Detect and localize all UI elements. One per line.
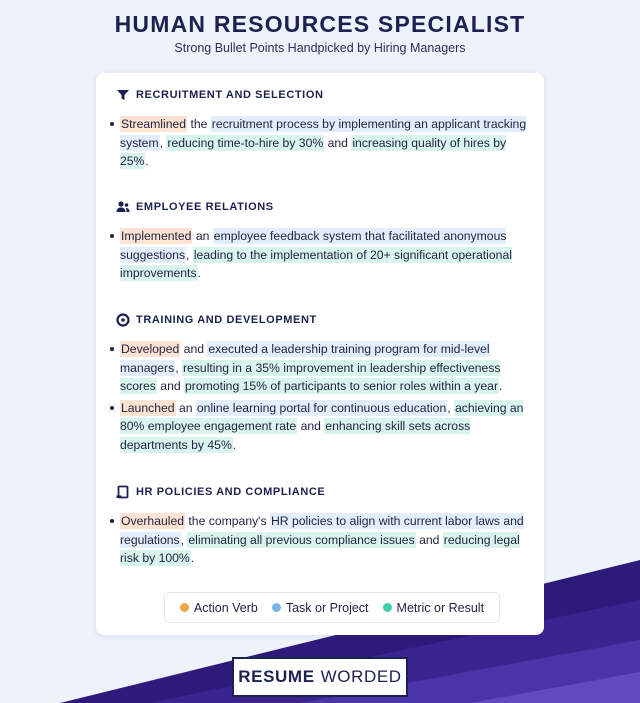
policy-icon	[116, 485, 130, 499]
legend-task-project	[272, 601, 369, 615]
bullet-text: ,	[186, 247, 190, 262]
legend-action-verb	[180, 601, 258, 615]
section-title: RECRUITMENT AND SELECTION	[136, 89, 324, 101]
target-icon	[116, 313, 130, 327]
section-title: TRAINING AND DEVELOPMENT	[136, 314, 317, 326]
bullet-item	[110, 227, 534, 283]
metric-phrase: leading to the implementation of 20+ significant operational improvements	[120, 247, 512, 280]
orange-dot-icon	[180, 603, 189, 612]
task-phrase: recruitment process by implementing an applicant tracking system	[120, 117, 527, 150]
bullet-text: .	[145, 154, 149, 168]
metric-phrase: enhancing skill sets across departments by 45%	[120, 419, 471, 452]
bullet-item	[110, 399, 534, 455]
task-phrase: online learning portal for continuous education	[196, 400, 447, 415]
funnel-icon	[116, 88, 130, 102]
bullet-text: .	[232, 437, 237, 452]
bullet-text: ,	[180, 532, 185, 547]
legend-metric-result	[383, 601, 485, 615]
page-header	[0, 10, 640, 55]
brand-light: WORDED	[320, 667, 402, 686]
section-recruitment	[110, 87, 534, 171]
metric-phrase: achieving an 80% employee engagement rate	[120, 400, 524, 433]
section-header	[116, 312, 534, 328]
action-verb: Overhauled	[121, 514, 185, 528]
metric-phrase: eliminating all previous compliance issues	[188, 532, 415, 547]
metric-phrase: reducing legal risk by 100%	[120, 532, 520, 565]
blue-dot-icon	[272, 603, 281, 612]
bullet-text: the	[190, 117, 208, 131]
bullet-text: .	[197, 266, 201, 280]
bullet-text: an	[195, 229, 210, 243]
page-subtitle: Strong Bullet Points Handpicked by Hiring Managers	[174, 41, 466, 55]
legend-label: Action Verb	[193, 600, 258, 615]
bullet-text: and	[183, 342, 205, 356]
green-dot-icon	[383, 603, 392, 612]
task-phrase: HR policies to align with current labor laws and regulations	[120, 514, 524, 547]
metric-phrase: reducing time-to-hire by 30%	[167, 135, 324, 150]
bullet-text: the company's	[188, 514, 267, 528]
bullet-text: and	[327, 135, 348, 150]
bullet-text: .	[190, 551, 195, 565]
section-training	[110, 312, 534, 454]
bullet-text: and	[300, 419, 321, 433]
bullet-text: ,	[159, 135, 163, 150]
bullet-text: and	[419, 532, 440, 547]
section-header	[116, 484, 534, 500]
bullet-points-card	[96, 73, 544, 635]
legend-label: Task or Project	[285, 600, 369, 615]
brand-bold: RESUME	[238, 667, 315, 686]
legend-label: Metric or Result	[396, 600, 485, 615]
bullet-text: .	[499, 379, 503, 393]
bullet-text: ,	[447, 400, 451, 415]
bullet-item	[110, 340, 534, 396]
section-title: HR POLICIES AND COMPLIANCE	[136, 486, 326, 498]
metric-phrase: increasing quality of hires by 25%	[120, 135, 507, 168]
action-verb: Developed	[121, 342, 180, 356]
resume-worded-logo[interactable]	[232, 657, 408, 697]
action-verb: Launched	[121, 400, 175, 415]
task-phrase: executed a leadership training program for mid-level managers	[120, 342, 490, 375]
task-phrase: employee feedback system that facilitated anonymous suggestions	[120, 229, 507, 262]
bullet-text: an	[178, 400, 193, 415]
section-header	[116, 199, 534, 215]
section-employee-relations	[110, 199, 534, 283]
page-title: HUMAN RESOURCES SPECIALIST	[114, 11, 526, 37]
bullet-item	[110, 115, 534, 171]
action-verb: Streamlined	[121, 117, 187, 131]
section-header	[116, 87, 534, 103]
bullet-item	[110, 512, 534, 568]
people-icon	[116, 200, 130, 214]
metric-phrase: resulting in a 35% improvement in leadership effectiveness scores	[120, 360, 501, 393]
metric-phrase: promoting 15% of participants to senior roles within a year	[185, 379, 499, 393]
bullet-text: ,	[175, 360, 179, 375]
highlight-legend	[164, 592, 500, 623]
bullet-text: and	[160, 379, 181, 393]
section-hr-policies	[110, 484, 534, 568]
section-title: EMPLOYEE RELATIONS	[136, 201, 274, 213]
action-verb: Implemented	[121, 229, 192, 243]
